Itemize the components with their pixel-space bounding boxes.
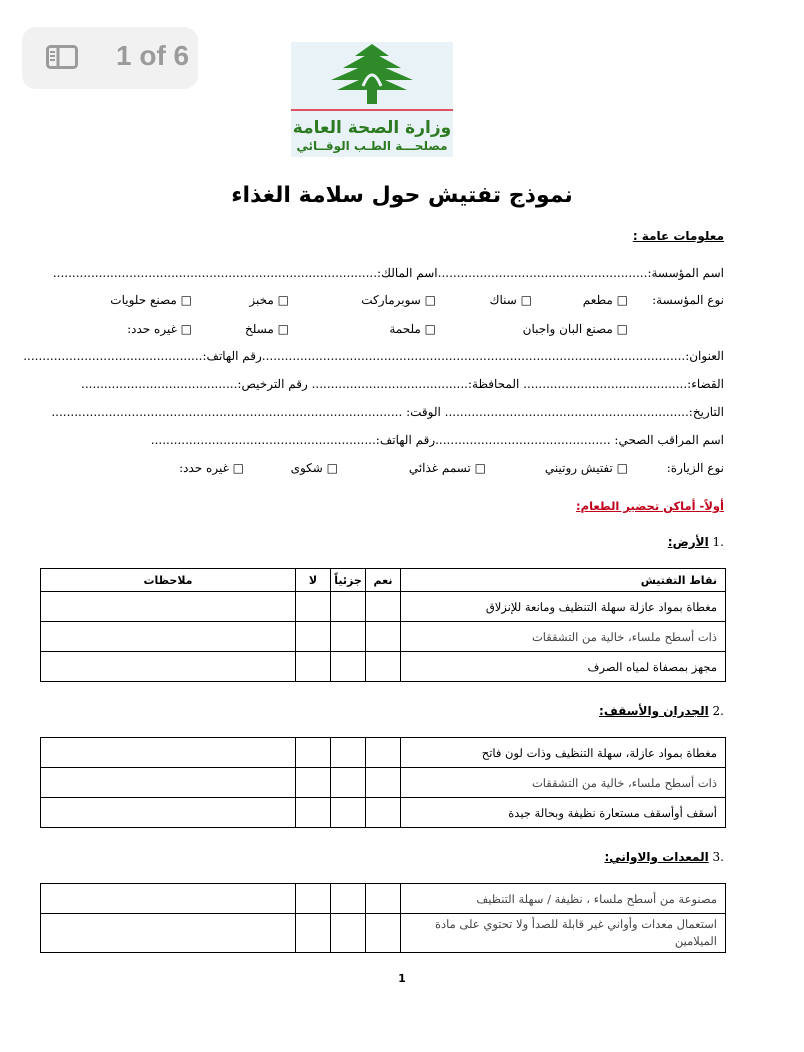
option-other[interactable]: □ غيره حدد: (127, 322, 192, 336)
partial-cell[interactable] (331, 768, 366, 798)
table-row (41, 622, 726, 652)
notes-cell[interactable] (41, 884, 296, 914)
option-supermarket[interactable]: □ سوبرماركت (361, 293, 436, 307)
notes-cell[interactable] (41, 768, 296, 798)
table-row (41, 738, 726, 768)
option-dairy-factory[interactable]: □ مصنع البان واجبان (522, 322, 628, 336)
option-restaurant[interactable]: □ مطعم (582, 293, 628, 307)
no-cell[interactable] (296, 914, 331, 953)
table-row (41, 914, 726, 953)
walls-heading-text: الجدران والأسقف: (599, 704, 709, 718)
page-indicator-text: 1 of 6 (116, 40, 190, 71)
notes-cell[interactable] (41, 914, 296, 953)
yes-cell[interactable] (366, 592, 401, 622)
yes-cell[interactable] (366, 798, 401, 828)
no-cell[interactable] (296, 798, 331, 828)
table-row (41, 768, 726, 798)
establishment-owner-line: اسم المؤسسة:.......................................................اسم المالك:..................................................................................... (52, 266, 724, 280)
district-license-line: القضاء:........................................... المحافظة:......................................... رقم الترخيص:......................................... (81, 377, 724, 391)
section-food-prep-heading: أولاً- أماكن تحضير الطعام: (576, 499, 724, 513)
ministry-logo (291, 42, 453, 157)
partial-cell[interactable] (331, 738, 366, 768)
ministry-name: وزارة الصحة العامة (292, 118, 452, 138)
page-indicator-badge[interactable] (22, 27, 198, 89)
partial-cell[interactable] (331, 798, 366, 828)
inspection-item: استعمال معدات وأواني غير قابلة للصدأ ولا تحتوي على مادة الميلامين (401, 914, 726, 953)
partial-cell[interactable] (331, 914, 366, 953)
yes-cell[interactable] (366, 622, 401, 652)
option-snack[interactable]: □ سناك (489, 293, 532, 307)
no-cell[interactable] (296, 738, 331, 768)
table-row (41, 798, 726, 828)
equipment-heading-text: المعدات والاواني: (604, 850, 709, 864)
address-phone-line: العنوان:...............................................................................................................رقم الهاتف:............................................... (23, 349, 724, 363)
inspection-item: مصنوعة من أسطح ملساء ، نظيفة / سهلة التنظيف (401, 884, 726, 914)
no-cell[interactable] (296, 652, 331, 682)
table-row (41, 884, 726, 914)
option-complaint[interactable]: □ شكوى (290, 461, 338, 475)
inspection-item: مجهز بمصفاة لمياه الصرف (401, 652, 726, 682)
yes-cell[interactable] (366, 914, 401, 953)
notes-cell[interactable] (41, 592, 296, 622)
notes-cell[interactable] (41, 622, 296, 652)
yes-cell[interactable] (366, 738, 401, 768)
date-time-line: التاريخ:................................................................ الوقت: ............................................................................................ (51, 405, 724, 419)
table-row (41, 652, 726, 682)
establishment-type-label: نوع المؤسسة: (652, 293, 724, 307)
option-slaughterhouse[interactable]: □ مسلخ (244, 322, 289, 336)
table-header-row (41, 569, 726, 592)
notes-cell[interactable] (41, 798, 296, 828)
partial-cell[interactable] (331, 884, 366, 914)
yes-cell[interactable] (366, 768, 401, 798)
header-yes: نعم (366, 569, 401, 592)
page-number: 1 (398, 972, 406, 985)
equipment-heading-number: .3 (712, 850, 724, 864)
partial-cell[interactable] (331, 622, 366, 652)
floor-heading (668, 535, 724, 549)
department-name: مصلحـــة الطـب الوقــائي (296, 139, 448, 153)
inspection-item: أسقف أوأسقف مستعارة نظيفة وبحالة جيدة (401, 798, 726, 828)
notes-cell[interactable] (41, 738, 296, 768)
inspection-item: ذات أسطح ملساء، خالية من التشققات (401, 622, 726, 652)
floor-heading-text: الأرض: (667, 535, 709, 549)
partial-cell[interactable] (331, 652, 366, 682)
notes-cell[interactable] (41, 652, 296, 682)
floor-heading-number: .1 (712, 535, 724, 549)
equipment-table (40, 883, 726, 953)
general-info-heading: معلومات عامة : (632, 229, 724, 243)
header-no: لا (296, 569, 331, 592)
logo-divider (291, 109, 453, 111)
option-routine-inspection[interactable]: □ تفتيش روتيني (544, 461, 628, 475)
equipment-heading (604, 850, 724, 864)
inspection-item: مغطاة بمواد عازلة، سهلة التنظيف وذات لون فاتح (401, 738, 726, 768)
inspection-item: ذات أسطح ملساء، خالية من التشققات (401, 768, 726, 798)
header-notes: ملاحظات (41, 569, 296, 592)
visit-type-label: نوع الزيارة: (666, 461, 724, 475)
floor-table (40, 568, 726, 682)
yes-cell[interactable] (366, 884, 401, 914)
table-row (41, 592, 726, 622)
option-bakery[interactable]: □ مخبز (249, 293, 289, 307)
header-partial: جزئياً (331, 569, 366, 592)
walls-heading-number: .2 (712, 704, 724, 718)
inspector-phone-line: اسم المراقب الصحي: ..............................................رقم الهاتف:........................................................... (150, 433, 724, 447)
walls-heading (599, 704, 724, 718)
partial-cell[interactable] (331, 592, 366, 622)
inspection-item: مغطاة بمواد عازلة سهلة التنظيف ومانعة للإنزلاق (401, 592, 726, 622)
book-icon (46, 45, 78, 69)
option-butchery[interactable]: □ ملحمة (389, 322, 436, 336)
header-inspection-points: نقاط التفتيش (401, 569, 726, 592)
no-cell[interactable] (296, 592, 331, 622)
option-sweets-factory[interactable]: □ مصنع حلويات (110, 293, 192, 307)
no-cell[interactable] (296, 768, 331, 798)
walls-table (40, 737, 726, 828)
option-visit-other[interactable]: □ غيره حدد: (179, 461, 244, 475)
no-cell[interactable] (296, 884, 331, 914)
form-title: نموذج تفتيش حول سلامة الغذاء (231, 183, 573, 208)
option-food-poisoning[interactable]: □ تسمم غذائي (408, 461, 486, 475)
cedar-tree-icon (291, 42, 453, 108)
no-cell[interactable] (296, 622, 331, 652)
yes-cell[interactable] (366, 652, 401, 682)
